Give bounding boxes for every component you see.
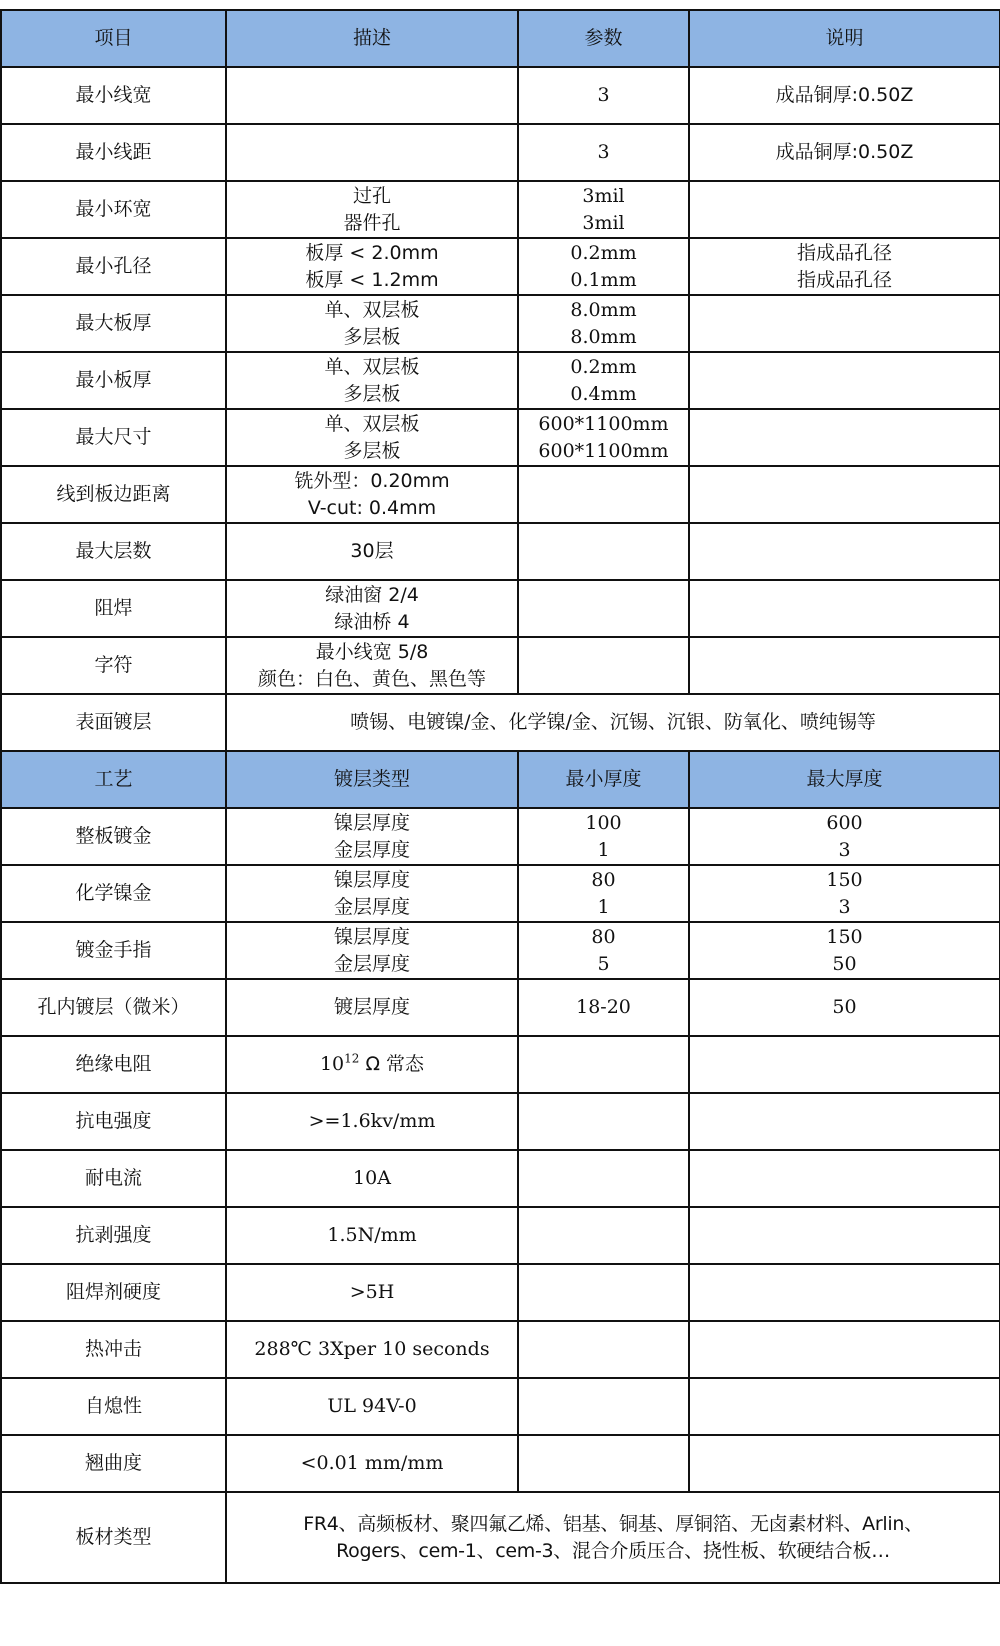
min-thickness-cell — [518, 808, 689, 865]
description-cell-line: 绿油桥 4 — [334, 610, 410, 633]
table-row — [1, 1378, 1000, 1435]
max-thickness-cell-line: 3 — [838, 838, 851, 861]
description-cell-line: 绿油窗 2/4 — [325, 583, 419, 606]
table-row — [1, 1036, 1000, 1093]
description-cell-line: 多层板 — [343, 439, 401, 462]
insulation-value — [226, 1036, 518, 1093]
item-label-line: 线到板边距离 — [56, 483, 171, 505]
empty-cell — [689, 1093, 1000, 1150]
process-label-line: 孔内镀层（微米） — [37, 996, 190, 1018]
table-row — [1, 1435, 1000, 1492]
item-label-line: 阻焊剂硬度 — [65, 1281, 161, 1303]
description-cell-line: 30层 — [350, 540, 394, 562]
parameter-cell-line: 0.1mm — [570, 268, 637, 291]
table-row — [1, 694, 1000, 751]
item-label — [1, 1321, 226, 1378]
table-row — [1, 1093, 1000, 1150]
min-thickness-cell — [518, 979, 689, 1036]
min-thickness-cell-line: 80 — [591, 925, 616, 948]
parameter-cell — [518, 466, 689, 523]
empty-cell — [518, 1264, 689, 1321]
max-thickness-cell-line: 150 — [826, 868, 863, 891]
item-label — [1, 67, 226, 124]
empty-cell — [689, 1150, 1000, 1207]
table-row — [1, 808, 1000, 865]
header-item: 项目 — [1, 10, 226, 67]
note-cell-line: 指成品孔径 — [796, 268, 892, 291]
item-label-line: 最小线宽 — [75, 84, 152, 106]
max-thickness-cell-line: 150 — [826, 925, 863, 948]
item-label — [1, 466, 226, 523]
min-thickness-cell — [518, 865, 689, 922]
description-cell — [226, 238, 518, 295]
parameter-cell — [518, 352, 689, 409]
plating-type-cell-line: 镀层厚度 — [333, 996, 410, 1018]
parameter-cell — [518, 580, 689, 637]
min-thickness-cell-line: 80 — [591, 868, 616, 891]
item-label — [1, 580, 226, 637]
empty-cell — [518, 1435, 689, 1492]
process-label — [1, 808, 226, 865]
note-cell-line: 成品铜厚:0.50Z — [775, 141, 914, 163]
item-label-line: 热冲击 — [84, 1338, 142, 1360]
item-label-line: 最小板厚 — [75, 369, 152, 391]
max-thickness-cell-line: 600 — [826, 811, 863, 834]
value-cell — [226, 1207, 518, 1264]
parameter-cell — [518, 238, 689, 295]
description-cell-line: 单、双层板 — [324, 298, 420, 321]
description-cell — [226, 580, 518, 637]
table-row — [1, 1264, 1000, 1321]
value-cell-line: <0.01 mm/mm — [300, 1452, 444, 1474]
value-cell — [226, 1093, 518, 1150]
max-thickness-cell — [689, 808, 1000, 865]
item-label — [1, 1435, 226, 1492]
value-cell — [226, 1378, 518, 1435]
header-parameter: 参数 — [518, 10, 689, 67]
description-cell — [226, 466, 518, 523]
min-thickness-cell-line: 5 — [597, 952, 610, 975]
item-label — [1, 181, 226, 238]
plating-type-cell-line: 金层厚度 — [333, 895, 410, 918]
description-cell-line: 多层板 — [343, 382, 401, 405]
item-label — [1, 352, 226, 409]
item-label — [1, 1264, 226, 1321]
process-label-line: 镀金手指 — [75, 939, 152, 961]
value-cell-line: >=1.6kv/mm — [308, 1110, 436, 1132]
parameter-cell-line: 0.2mm — [570, 241, 637, 264]
empty-cell — [689, 1378, 1000, 1435]
empty-cell — [689, 1435, 1000, 1492]
item-label-line: 自熄性 — [84, 1395, 142, 1417]
table-row — [1, 466, 1000, 523]
value-cell-line: UL 94V-0 — [327, 1395, 417, 1417]
table-row — [1, 352, 1000, 409]
item-label-line: 抗剥强度 — [75, 1224, 152, 1246]
parameter-cell-line: 8.0mm — [570, 298, 637, 321]
header-plating-type: 镀层类型 — [226, 751, 518, 808]
item-label-line: 最小环宽 — [75, 198, 152, 220]
item-label-line: 阻焊 — [94, 597, 133, 619]
note-cell — [689, 409, 1000, 466]
note-cell — [689, 295, 1000, 352]
min-thickness-cell-line: 18-20 — [576, 996, 631, 1018]
property-section — [1, 1093, 1000, 1492]
insulation-exponent: 12 — [344, 1051, 360, 1066]
item-label-line: 最大尺寸 — [75, 426, 152, 448]
table-row — [1, 1321, 1000, 1378]
description-cell — [226, 181, 518, 238]
table-row — [1, 523, 1000, 580]
note-cell — [689, 352, 1000, 409]
note-cell — [689, 466, 1000, 523]
value-cell-line: 1.5N/mm — [327, 1224, 417, 1246]
parameter-cell-line: 600*1100mm — [538, 412, 669, 435]
item-label-line: 最小线距 — [75, 141, 152, 163]
description-cell — [226, 124, 518, 181]
item-label — [1, 295, 226, 352]
max-thickness-cell — [689, 979, 1000, 1036]
process-label — [1, 979, 226, 1036]
description-cell-line: 器件孔 — [343, 211, 401, 234]
min-thickness-cell-line: 1 — [597, 895, 610, 918]
note-cell — [689, 67, 1000, 124]
table-row — [1, 181, 1000, 238]
plating-type-cell-line: 镍层厚度 — [333, 868, 410, 891]
value-cell-line: 288℃ 3Xper 10 seconds — [254, 1338, 490, 1360]
description-cell-line: V-cut: 0.4mm — [307, 496, 437, 519]
table-row — [1, 1492, 1000, 1583]
surface-finish-value: 喷锡、电镀镍/金、化学镍/金、沉锡、沉银、防氧化、喷纯锡等 — [226, 694, 1000, 751]
pcb-capability-table — [0, 9, 1000, 1584]
empty-cell — [689, 1264, 1000, 1321]
plating-type-cell-line: 金层厚度 — [333, 838, 410, 861]
plating-type-cell — [226, 979, 518, 1036]
parameter-cell-line: 3 — [597, 84, 610, 106]
value-cell — [226, 1264, 518, 1321]
table-row — [1, 580, 1000, 637]
process-label-line: 整板镀金 — [75, 825, 152, 847]
note-cell — [689, 523, 1000, 580]
item-label-line: 最小孔径 — [75, 255, 152, 277]
table-row — [1, 124, 1000, 181]
note-cell — [689, 580, 1000, 637]
item-label — [1, 637, 226, 694]
item-label — [1, 238, 226, 295]
table-row — [1, 295, 1000, 352]
description-cell-line: 板厚 < 1.2mm — [305, 268, 439, 291]
item-label — [1, 1207, 226, 1264]
min-thickness-cell — [518, 922, 689, 979]
description-cell-line: 铣外型：0.20mm — [294, 469, 450, 492]
header-min-thickness: 最小厚度 — [518, 751, 689, 808]
empty-cell — [518, 1036, 689, 1093]
item-label — [1, 409, 226, 466]
table-row — [1, 979, 1000, 1036]
item-label — [1, 124, 226, 181]
note-cell — [689, 181, 1000, 238]
table-row — [1, 67, 1000, 124]
min-thickness-cell-line: 100 — [585, 811, 622, 834]
board-material-line: FR4、高频板材、聚四氟乙烯、铝基、铜基、厚铜箔、无卤素材料、Arlin、 — [303, 1512, 923, 1535]
note-cell — [689, 124, 1000, 181]
parameter-cell — [518, 637, 689, 694]
description-cell — [226, 409, 518, 466]
value-cell — [226, 1435, 518, 1492]
description-cell-line: 单、双层板 — [324, 412, 420, 435]
value-cell-line: 10A — [353, 1167, 391, 1189]
empty-cell — [689, 1207, 1000, 1264]
plating-section — [1, 808, 1000, 1036]
table-row — [1, 922, 1000, 979]
parameter-cell-line: 8.0mm — [570, 325, 637, 348]
value-cell — [226, 1150, 518, 1207]
item-label — [1, 1378, 226, 1435]
process-label — [1, 865, 226, 922]
item-label-line: 最大板厚 — [75, 312, 152, 334]
process-label-line: 化学镍金 — [75, 882, 152, 904]
parameter-cell-line: 3mil — [582, 211, 625, 234]
note-cell-line: 指成品孔径 — [796, 241, 892, 264]
empty-cell — [689, 1321, 1000, 1378]
description-cell — [226, 352, 518, 409]
empty-cell — [518, 1378, 689, 1435]
description-cell — [226, 523, 518, 580]
plating-type-cell — [226, 922, 518, 979]
board-material-line: Rogers、cem-1、cem-3、混合介质压合、挠性板、软硬结合板… — [336, 1539, 890, 1562]
table-header-row — [1, 10, 1000, 67]
parameter-cell-line: 3 — [597, 141, 610, 163]
header-process: 工艺 — [1, 751, 226, 808]
min-thickness-cell-line: 1 — [597, 838, 610, 861]
description-cell-line: 过孔 — [352, 184, 391, 207]
plating-type-cell-line: 镍层厚度 — [333, 925, 410, 948]
table-row — [1, 1207, 1000, 1264]
item-label: 绝缘电阻 — [1, 1036, 226, 1093]
max-thickness-cell-line: 50 — [832, 996, 857, 1018]
max-thickness-cell — [689, 922, 1000, 979]
empty-cell — [518, 1207, 689, 1264]
value-cell-line: >5H — [349, 1281, 395, 1303]
table-row — [1, 1150, 1000, 1207]
table-row — [1, 637, 1000, 694]
description-cell — [226, 67, 518, 124]
parameter-cell — [518, 409, 689, 466]
header-note: 说明 — [689, 10, 1000, 67]
item-label: 板材类型 — [1, 1492, 226, 1583]
description-cell-line: 单、双层板 — [324, 355, 420, 378]
max-thickness-cell-line: 50 — [832, 952, 857, 975]
parameter-cell — [518, 523, 689, 580]
table-row — [1, 865, 1000, 922]
description-cell — [226, 295, 518, 352]
item-label: 表面镀层 — [1, 694, 226, 751]
max-thickness-cell-line: 3 — [838, 895, 851, 918]
item-label-line: 最大层数 — [75, 540, 152, 562]
parameter-cell-line: 0.2mm — [570, 355, 637, 378]
empty-cell — [518, 1093, 689, 1150]
empty-cell — [518, 1321, 689, 1378]
item-label-line: 字符 — [94, 654, 133, 676]
description-cell-line: 多层板 — [343, 325, 401, 348]
item-label — [1, 1093, 226, 1150]
parameter-cell — [518, 67, 689, 124]
plating-type-cell — [226, 865, 518, 922]
parameter-cell-line: 600*1100mm — [538, 439, 669, 462]
item-label — [1, 1150, 226, 1207]
empty-cell — [689, 1036, 1000, 1093]
item-label-line: 耐电流 — [84, 1167, 142, 1189]
empty-cell — [518, 1150, 689, 1207]
table-row — [1, 409, 1000, 466]
note-cell — [689, 637, 1000, 694]
parameter-cell — [518, 181, 689, 238]
insulation-base: 10 — [319, 1053, 345, 1075]
note-cell — [689, 238, 1000, 295]
max-thickness-cell — [689, 865, 1000, 922]
parameter-cell-line: 3mil — [582, 184, 625, 207]
parameter-cell-line: 0.4mm — [570, 382, 637, 405]
plating-type-cell-line: 金层厚度 — [333, 952, 410, 975]
parameter-cell — [518, 295, 689, 352]
table-row — [1, 238, 1000, 295]
item-label-line: 抗电强度 — [75, 1110, 152, 1132]
insulation-unit: Ω 常态 — [359, 1053, 425, 1075]
value-cell — [226, 1321, 518, 1378]
board-material-value — [226, 1492, 1000, 1583]
process-label — [1, 922, 226, 979]
plating-type-cell-line: 镍层厚度 — [333, 811, 410, 834]
note-cell-line: 成品铜厚:0.50Z — [775, 84, 914, 106]
item-label-line: 翘曲度 — [84, 1452, 142, 1474]
parameter-cell — [518, 124, 689, 181]
header-max-thickness: 最大厚度 — [689, 751, 1000, 808]
description-cell — [226, 637, 518, 694]
capability-section — [1, 67, 1000, 694]
description-cell-line: 最小线宽 5/8 — [315, 640, 429, 663]
description-cell-line: 板厚 < 2.0mm — [305, 241, 439, 264]
plating-type-cell — [226, 808, 518, 865]
header-description: 描述 — [226, 10, 518, 67]
description-cell-line: 颜色：白色、黄色、黑色等 — [257, 667, 486, 690]
plating-header-row — [1, 751, 1000, 808]
item-label — [1, 523, 226, 580]
